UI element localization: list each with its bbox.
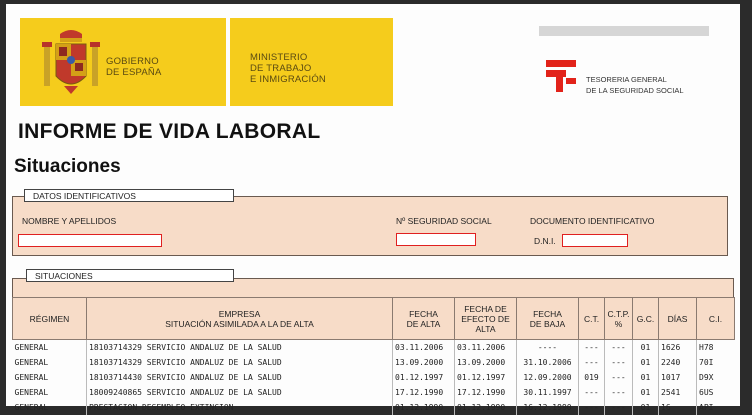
cell-ct: --- [579, 355, 605, 370]
cell-regimen: GENERAL [14, 387, 49, 397]
cell-ct: --- [579, 340, 605, 355]
cell-fecha-alta: 13.09.2000 [393, 355, 455, 370]
table-row [13, 370, 735, 385]
document-title: INFORME DE VIDA LABORAL [18, 120, 321, 143]
cell-fecha-baja: 30.11.1997 [517, 385, 579, 400]
cell-empresa: 18103714329 SERVICIO ANDALUZ DE LA SALUD [87, 355, 393, 370]
ministerio-logo [230, 18, 393, 106]
cell-ctp: --- [605, 370, 633, 385]
cell-fecha-efecto: 01.12.1990 [455, 400, 517, 415]
cell-fecha-alta: 03.11.2006 [393, 340, 455, 355]
cell-fecha-alta: 01.12.1997 [393, 370, 455, 385]
tgss-line-2: DE LA SEGURIDAD SOCIAL [586, 86, 684, 95]
dni-redacted [562, 234, 628, 247]
cell-regimen: GENERAL [14, 372, 49, 382]
cell-ci: API [697, 400, 735, 415]
cell-regimen: GENERAL [14, 357, 49, 367]
gobierno-line-1: GOBIERNO [106, 56, 159, 67]
col-ctp: C.T.P. % [605, 298, 633, 340]
cell-ct: --- [579, 400, 605, 415]
ministerio-line-2: DE TRABAJO [250, 63, 312, 74]
table-row [13, 385, 735, 400]
cell-ctp: --- [605, 340, 633, 355]
nombre-redacted [18, 234, 162, 247]
doc-label: DOCUMENTO IDENTIFICATIVO [530, 216, 655, 226]
nss-redacted [396, 233, 476, 246]
situaciones-table [12, 297, 735, 415]
cell-dias: 2240 [659, 355, 697, 370]
cell-fecha-baja: ---- [517, 340, 579, 355]
situaciones-section-label: SITUACIONES [26, 269, 234, 282]
col-fecha-alta: FECHA DE ALTA [393, 298, 455, 340]
cell-fecha-baja: 16.12.1990 [517, 400, 579, 415]
cell-fecha-baja: 31.10.2006 [517, 355, 579, 370]
col-gc: G.C. [633, 298, 659, 340]
tgss-line-1: TESORERIA GENERAL [586, 75, 667, 84]
cell-regimen: GENERAL [14, 342, 49, 352]
datos-panel [12, 196, 728, 256]
cell-gc: 01 [633, 340, 659, 355]
cell-ctp: --- [605, 355, 633, 370]
cell-dias: 2541 [659, 385, 697, 400]
cell-ci: H78 [697, 340, 735, 355]
cell-fecha-alta: 01.12.1990 [393, 400, 455, 415]
datos-section-label: DATOS IDENTIFICATIVOS [24, 189, 234, 202]
redacted-header-bar [539, 26, 709, 36]
table-row [13, 355, 735, 370]
ministerio-line-3: E INMIGRACIÓN [250, 74, 326, 85]
dni-label: D.N.I. [534, 236, 556, 246]
cell-fecha-alta: 17.12.1990 [393, 385, 455, 400]
cell-fecha-efecto: 13.09.2000 [455, 355, 517, 370]
col-ct: C.T. [579, 298, 605, 340]
cell-fecha-efecto: 03.11.2006 [455, 340, 517, 355]
ministerio-line-1: MINISTERIO [250, 52, 308, 63]
cell-ci: 6US [697, 385, 735, 400]
col-fecha-efecto: FECHA DE EFECTO DE ALTA [455, 298, 517, 340]
col-empresa: EMPRESA SITUACIÓN ASIMILADA A LA DE ALTA [87, 298, 393, 340]
tgss-logo-icon [544, 58, 578, 94]
cell-ct: --- [579, 385, 605, 400]
cell-gc: 01 [633, 355, 659, 370]
cell-fecha-efecto: 01.12.1997 [455, 370, 517, 385]
cell-gc: 01 [633, 370, 659, 385]
cell-empresa: 18103714329 SERVICIO ANDALUZ DE LA SALUD [87, 340, 393, 355]
cell-gc: 01 [633, 385, 659, 400]
cell-fecha-efecto: 17.12.1990 [455, 385, 517, 400]
gobierno-line-2: DE ESPAÑA [106, 67, 162, 78]
cell-empresa: 18103714430 SERVICIO ANDALUZ DE LA SALUD [87, 370, 393, 385]
table-row [13, 400, 735, 415]
gobierno-logo [20, 18, 226, 106]
cell-ct: 019 [579, 370, 605, 385]
cell-ctp: --- [605, 400, 633, 415]
cell-empresa: PRESTACION DESEMPLEO EXTINCION [87, 400, 393, 415]
cell-ci: D9X [697, 370, 735, 385]
document-page [6, 4, 740, 412]
cell-dias: 1017 [659, 370, 697, 385]
table-header-row [13, 298, 735, 340]
cell-gc: 01 [633, 400, 659, 415]
col-dias: DÍAS [659, 298, 697, 340]
tgss-name [586, 74, 684, 96]
cell-ci: 70I [697, 355, 735, 370]
document-subtitle: Situaciones [14, 156, 121, 177]
cell-dias: 1626 [659, 340, 697, 355]
cell-ctp: --- [605, 385, 633, 400]
nombre-label: NOMBRE Y APELLIDOS [22, 216, 117, 226]
cell-empresa: 18009240865 SERVICIO ANDALUZ DE LA SALUD [87, 385, 393, 400]
table-row [13, 340, 735, 355]
coat-of-arms-icon [42, 28, 100, 100]
col-regimen: RÉGIMEN [13, 298, 87, 340]
col-ci: C.I. [697, 298, 735, 340]
cell-regimen: GENERAL [14, 402, 49, 412]
cell-fecha-baja: 12.09.2000 [517, 370, 579, 385]
col-fecha-baja: FECHA DE BAJA [517, 298, 579, 340]
nss-label: Nº SEGURIDAD SOCIAL [396, 216, 492, 226]
cell-dias: 16 [659, 400, 697, 415]
